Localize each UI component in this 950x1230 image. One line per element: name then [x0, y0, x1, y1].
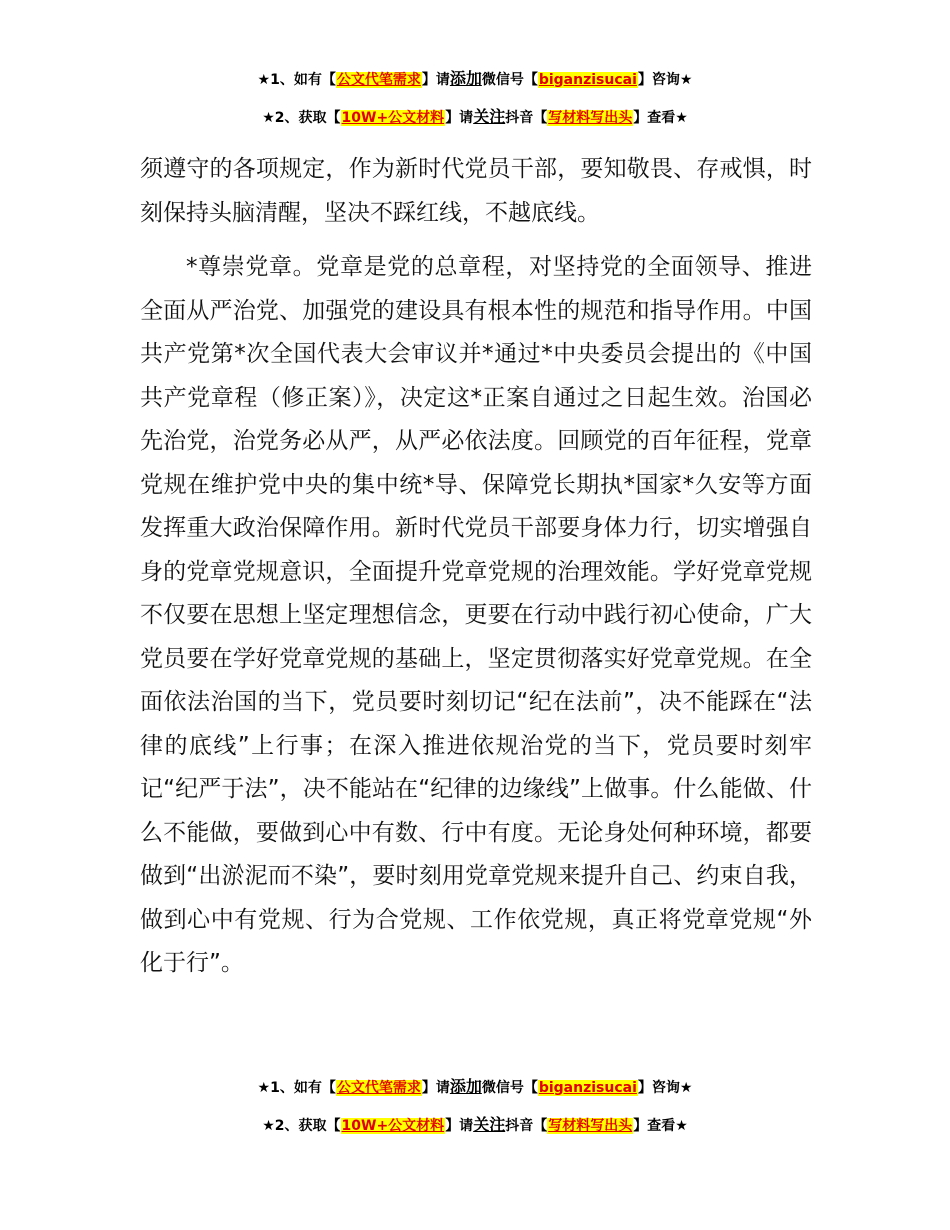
promo-highlight-wechat-id: biganzisucai	[538, 72, 637, 88]
promo-highlight-douyin-account: 写材料写出头	[548, 110, 633, 126]
promo-suffix: 】查看★	[633, 1118, 688, 1134]
promo-prefix: ★1、如有【	[257, 72, 336, 88]
paragraph-2: *尊崇党章。党章是党的总章程，对坚持党的全面领导、推进全面从严治党、加强党的建设具有根本性的规范和指导作用。中国共产党第*次全国代表大会审议并*通过*中央委员会提出的《中国共产党章程（修正案）》，决定这*正案自通过之日起生效。治国必先治党，治党务必从严，从严必依法度。回顾党的百年征程，党章党规在维护党中央的集中统*导、保障党长期执*国家*久安等方面发挥重大政治保障作用。新时代党员干部要身体力行，切实增强自身的党章党规意识，全面提升党章党规的治理效能。学好党章党规不仅要在思想上坚定理想信念，更要在行动中践行初心使命，广大党员要在学好党章党规的基础上，坚定贯彻落实好党章党规。在全面依法治国的当下，党员要时刻切记“纪在法前”，决不能踩在“法律的底线”上行事；在深入推进依规治党的当下，党员要时刻牢记“纪严于法”，决不能站在“纪律的边缘线”上做事。什么能做、什么不能做，要做到心中有数、行中有度。无论身处何种环境，都要做到“出淤泥而不染”，要时刻用党章党规来提升自己、约束自我，做到心中有党规、行为合党规、工作依党规，真正将党章党规“外化于行”。	[140, 254, 812, 976]
promo-suffix: 】查看★	[633, 110, 688, 126]
promo-text: 】请	[445, 1118, 474, 1134]
footer-promo-line-2	[0, 1114, 950, 1137]
promo-text: 】请	[421, 72, 450, 88]
promo-suffix: 】咨询★	[637, 1080, 693, 1096]
promo-prefix: ★1、如有【	[257, 1080, 336, 1096]
promo-highlight-wechat-id: biganzisucai	[538, 1080, 637, 1096]
promo-highlight-materials: 10W+公文材料	[341, 1118, 445, 1134]
header-promo-line-2	[0, 106, 950, 129]
promo-text: 】请	[421, 1080, 450, 1096]
promo-emphasis-follow: 关注	[473, 107, 506, 126]
promo-text: 抖音【	[505, 110, 548, 126]
promo-text: 微信号【	[481, 1080, 538, 1096]
promo-highlight-ghostwriting: 公文代笔需求	[336, 72, 421, 88]
document-body-continuation	[140, 148, 812, 235]
promo-text: 】请	[445, 110, 474, 126]
paragraph-1: 须遵守的各项规定，作为新时代党员干部，要知敬畏、存戒惧，时刻保持头脑清醒，坚决不踩红线，不越底线。	[140, 156, 812, 226]
header-promo-line-1	[0, 68, 950, 91]
promo-text: 微信号【	[481, 72, 538, 88]
promo-suffix: 】咨询★	[637, 72, 693, 88]
promo-prefix: ★2、获取【	[262, 1118, 341, 1134]
promo-text: 抖音【	[505, 1118, 548, 1134]
promo-prefix: ★2、获取【	[262, 110, 341, 126]
footer-promo-line-1	[0, 1076, 950, 1099]
promo-emphasis-add: 添加	[449, 69, 482, 88]
promo-emphasis-follow: 关注	[473, 1115, 506, 1134]
document-body-main	[140, 246, 812, 986]
promo-emphasis-add: 添加	[449, 1077, 482, 1096]
promo-highlight-ghostwriting: 公文代笔需求	[336, 1080, 421, 1096]
promo-highlight-douyin-account: 写材料写出头	[548, 1118, 633, 1134]
promo-highlight-materials: 10W+公文材料	[341, 110, 445, 126]
